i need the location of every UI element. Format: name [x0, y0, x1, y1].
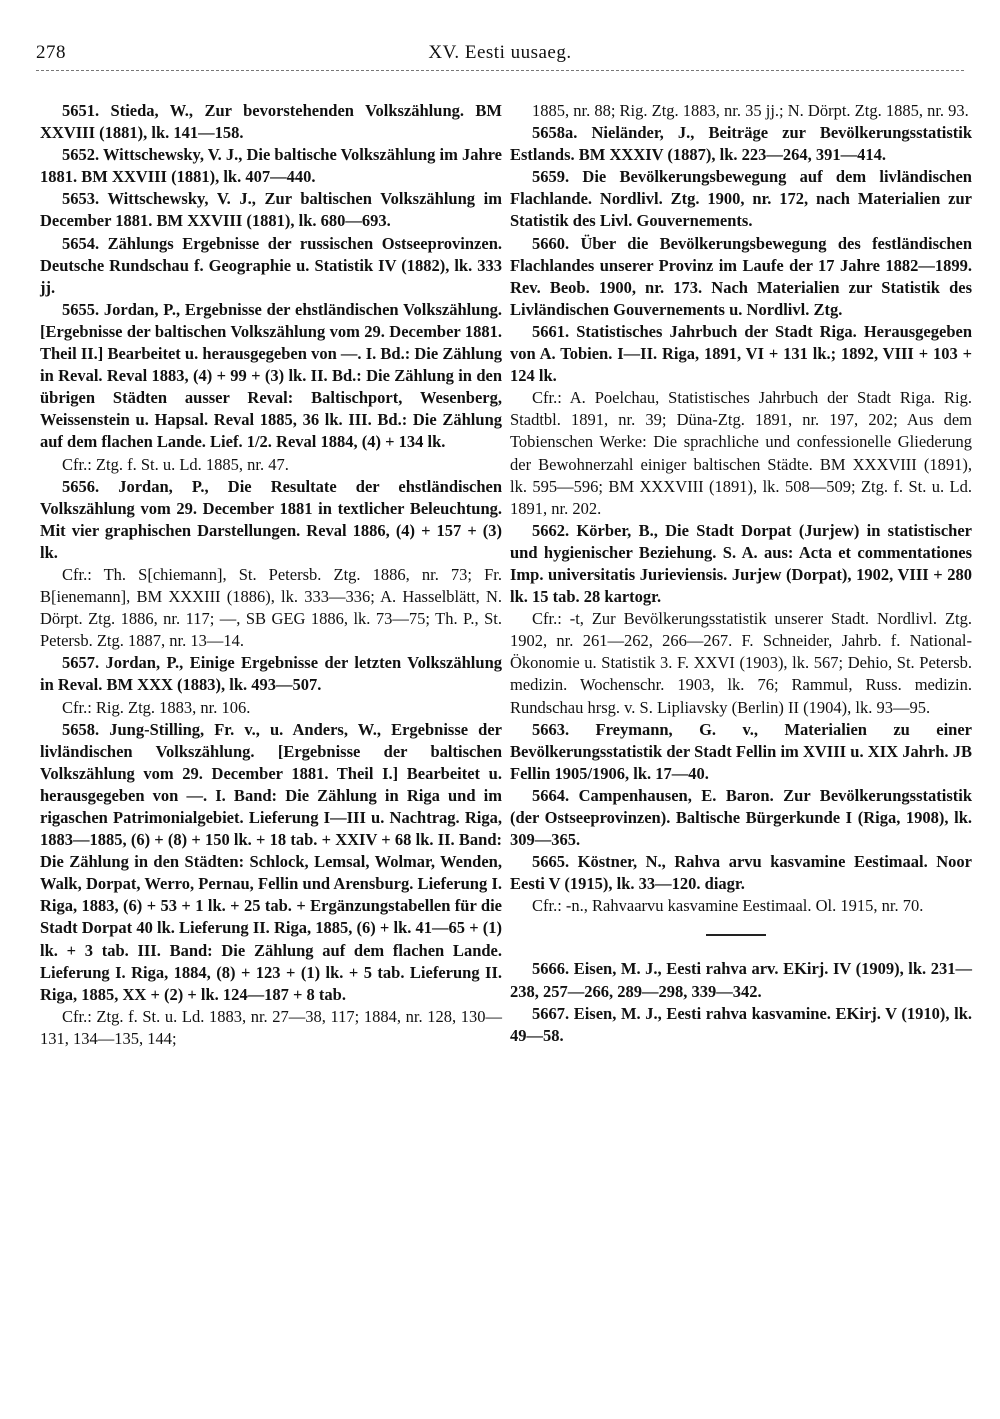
right-column	[510, 100, 972, 1047]
bibliography-entry: 5663. Freymann, G. v., Materialien zu einer Bevölkerungsstatistik der Stadt Fellin im XVIII u. XIX Jahrh. JB Fellin 1905/1906, lk. 17—40.	[510, 719, 972, 783]
bibliography-entry: 5658a. Nieländer, J., Beiträge zur Bevölkerungsstatistik Estlands. BM XXXIV (1887), lk. 223—264, 391—414.	[510, 123, 972, 165]
citation-note: Cfr.: Rig. Ztg. 1883, nr. 106.	[62, 697, 251, 717]
bibliography-entry: 5659. Die Bevölkerungsbewegung auf dem livländischen Flachlande. Nordlivl. Ztg. 1900, nr. 172, nach Materialien zur Statistik des Livl. Gouvernements.	[510, 167, 972, 231]
citation-note: Cfr.: Ztg. f. St. u. Ld. 1885, nr. 47.	[62, 454, 289, 474]
bibliography-entry: 5660. Über die Bevölkerungsbewegung des festländischen Flachlandes unserer Provinz im Laufe der 17 Jahre 1882—1899. Rev. Beob. 1900, nr. 173. Nach Materialien zur Statistik des Livländischen Gouvernements u. Nordlivl. Ztg.	[510, 233, 972, 319]
bibliography-entry: 5656. Jordan, P., Die Resultate der ehstländischen Volkszählung vom 29. December 1881 in textlicher Beleuchtung. Mit vier graphischen Darstellungen. Reval 1886, (4) + 157 + (3) lk.	[40, 476, 502, 562]
bibliography-entry: 5651. Stieda, W., Zur bevorstehenden Volkszählung. BM XXVIII (1881), lk. 141—158.	[40, 101, 502, 143]
bibliography-entry: 5652. Wittschewsky, V. J., Die baltische Volkszählung im Jahre 1881. BM XXVIII (1881), lk. 407—440.	[40, 145, 502, 187]
bibliography-entry: 5657. Jordan, P., Einige Ergebnisse der letzten Volkszählung in Reval. BM XXX (1883), lk. 493—507.	[40, 653, 502, 695]
citation-note: Cfr.: -t, Zur Bevölkerungsstatistik unserer Stadt. Nordlivl. Ztg. 1902, nr. 261—262, 266—267. F. Schneider, Jahrb. f. National-Ökonomie u. Statistik 3. F. XXVI (1903), lk. 567; Dehio, St. Petersb. medizin. Wochenschr. 1903, lk. 76; Rammul, Russ. medizin. Rundschau hrsg. v. S. Lipliavsky (Berlin) II (1904), lk. 93—95.	[510, 609, 972, 717]
bibliography-entry: 5667. Eisen, M. J., Eesti rahva kasvamine. EKirj. V (1910), lk. 49—58.	[510, 1003, 972, 1045]
bibliography-entry: 5658. Jung-Stilling, Fr. v., u. Anders, W., Ergebnisse der livländischen Volkszählung. [Ergebnisse der baltischen Volkszählung vom 29. December 1881. Theil I.] Bearbeitet u. herausgegeben von —. I. Band: Die Zählung in Riga und im rigaschen Patrimonialgebiet. Lieferung I—III u. Nachtrag. Riga, 1883—1885, (6) + (8) + 150 lk. + 18 tab. + XXIV + 68 lk. II. Band: Die Zählung in den Städten: Schlock, Lemsal, Wolmar, Wenden, Walk, Dorpat, Werro, Pernau, Fellin und Arensburg. Lieferung I. Riga, 1883, (6) + 53 + 1 lk. + 25 tab. + Ergänzungstabellen für die Stadt Dorpat 40 lk. Lieferung II. Riga, 1885, (6) + lk. 41—65 + (1) lk. + 3 tab. III. Band: Die Zählung auf dem flachen Lande. Lieferung I. Riga, 1884, (8) + 123 + (1) lk. + 5 tab. Lieferung II. Riga, 1885, XX + (2) + lk. 124—187 + 8 tab.	[40, 719, 502, 1004]
bibliography-entry: 5662. Körber, B., Die Stadt Dorpat (Jurjew) in statistischer und hygienischer Beziehung. S. A. aus: Acta et commentationes Imp. universitatis Jurieviensis. Jurjew (Dorpat), 1902, VIII + 280 lk. 15 tab. 28 kartogr.	[510, 520, 972, 607]
chapter-title: XV. Eesti uusaeg.	[428, 42, 572, 63]
page-number: 278	[36, 42, 66, 63]
right-column-entries-continued	[510, 958, 972, 1046]
page-header	[36, 38, 964, 68]
header-rule	[36, 70, 964, 71]
citation-note: Cfr.: Ztg. f. St. u. Ld. 1883, nr. 27—38, 117; 1884, nr. 128, 130—131, 134—135, 144;	[40, 1006, 502, 1048]
bibliography-entry: 5655. Jordan, P., Ergebnisse der ehstländischen Volkszählung. [Ergebnisse der baltischen Volkszählung vom 29. December 1881. Theil II.] Bearbeitet u. herausgegeben von —. I. Bd.: Die Zählung in Reval. Reval 1883, (4) + 99 + (3) lk. II. Bd.: Die Zählung in den übrigen Städten ausser Reval: Baltischport, Wesenberg, Weissenstein u. Hapsal. Reval 1885, 36 lk. III. Bd.: Die Zählung auf dem flachen Lande. Lief. 1/2. Reval 1884, (4) + 134 lk.	[40, 299, 502, 452]
citation-note: 1885, nr. 88; Rig. Ztg. 1883, nr. 35 jj.; N. Dörpt. Ztg. 1885, nr. 93.	[532, 101, 969, 120]
bibliography-entry: 5666. Eisen, M. J., Eesti rahva arv. EKirj. IV (1909), lk. 231—238, 257—266, 289—298, 339—342.	[510, 959, 972, 1001]
citation-note: Cfr.: Th. S[chiemann], St. Petersb. Ztg. 1886, nr. 73; Fr. B[ienemann], BM XXXIII (1886), lk. 333—336; A. Hasselblätt, N. Dörpt. Ztg. 1886, nr. 117; —, SB GEG 1886, lk. 73—75; Th. P., St. Petersb. Ztg. 1887, nr. 13—14.	[40, 564, 502, 651]
right-column-entries	[510, 100, 972, 917]
citation-note: Cfr.: -n., Rahvaarvu kasvamine Eestimaal. Ol. 1915, nr. 70.	[532, 896, 924, 916]
left-column	[40, 100, 502, 1050]
bibliography-entry: 5661. Statistisches Jahrbuch der Stadt Riga. Herausgegeben von A. Tobien. I—II. Riga, 1891, VI + 131 lk.; 1892, VIII + 103 + 124 lk.	[510, 321, 972, 386]
citation-note: Cfr.: A. Poelchau, Statistisches Jahrbuch der Stadt Riga. Rig. Stadtbl. 1891, nr. 39; Düna-Ztg. 1891, nr. 197, 202; Aus dem Tobienschen Werke: Die sprachliche und confessionelle Gliederung der Bewohnerzahl einiger baltischen Städte. BM XXXVIII (1891), lk. 595—596; BM XXXVIII (1891), lk. 508—509; Ztg. f. St. u. Ld. 1891, nr. 202.	[510, 388, 972, 518]
section-separator	[706, 934, 766, 936]
bibliography-entry: 5654. Zählungs Ergebnisse der russischen Ostseeprovinzen. Deutsche Rundschau f. Geographie u. Statistik IV (1882), lk. 333 jj.	[40, 233, 502, 297]
bibliography-entry: 5664. Campenhausen, E. Baron. Zur Bevölkerungsstatistik (der Ostseeprovinzen). Baltische Bürgerkunde I (Riga, 1908), lk. 309—365.	[510, 785, 972, 850]
bibliography-entry: 5653. Wittschewsky, V. J., Zur baltischen Volkszählung im December 1881. BM XXVIII (1881), lk. 680—693.	[40, 189, 502, 231]
bibliography-entry: 5665. Köstner, N., Rahva arvu kasvamine Eestimaal. Noor Eesti V (1915), lk. 33—120. diagr.	[510, 852, 972, 894]
